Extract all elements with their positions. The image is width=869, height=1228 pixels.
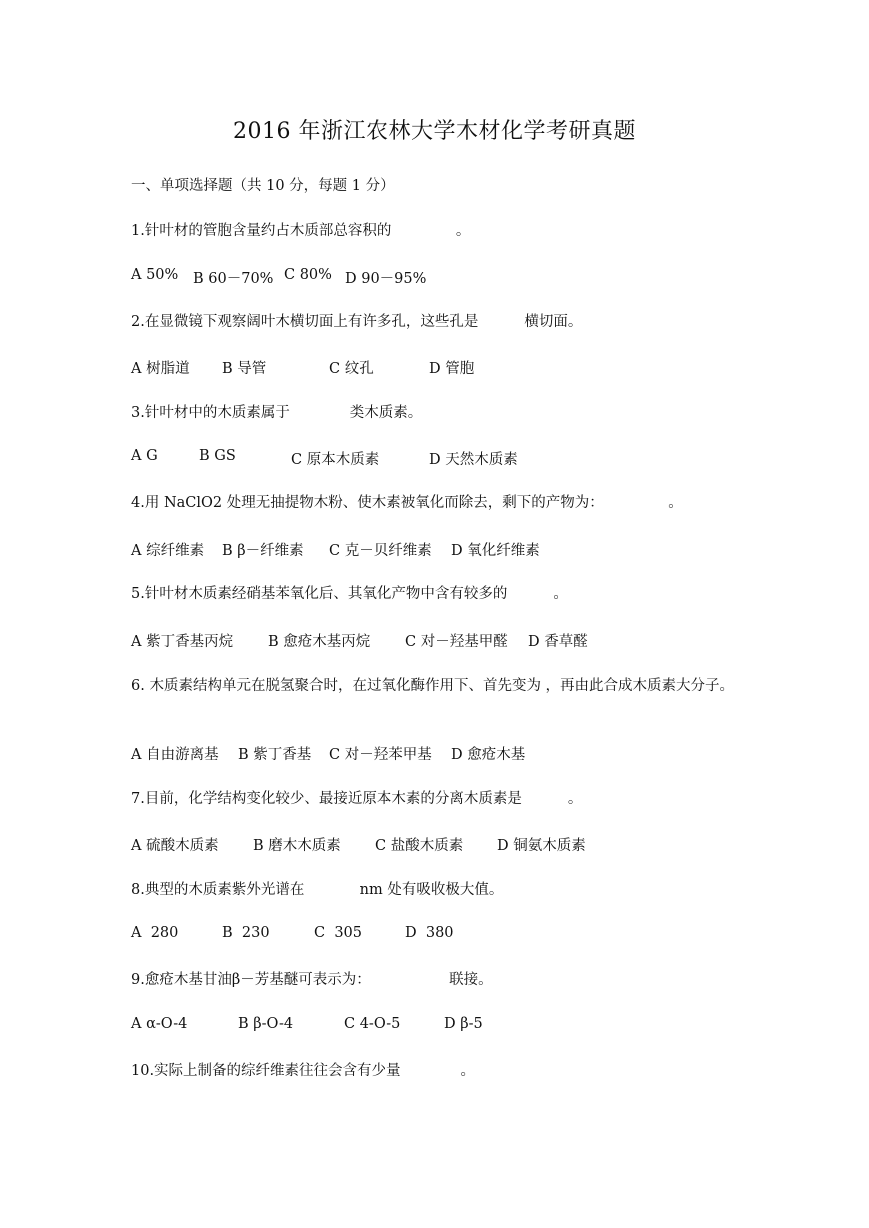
option-a: A α-O-4 bbox=[131, 1016, 188, 1032]
question-7: 7.目前，化学结构变化较少、最接近原本木素的分离木质素是 。 bbox=[131, 791, 583, 807]
option-d: D 愈疮木基 bbox=[451, 747, 526, 763]
option-c: C 盐酸木质素 bbox=[375, 838, 464, 854]
option-a: A 综纤维素 bbox=[131, 543, 205, 559]
option-d: D 铜氨木质素 bbox=[497, 838, 586, 854]
option-d: D 380 bbox=[405, 925, 454, 941]
option-b: B 紫丁香基 bbox=[238, 747, 312, 763]
option-a: A 硫酸木质素 bbox=[131, 838, 219, 854]
option-a: A 紫丁香基丙烷 bbox=[131, 634, 234, 650]
options-7 bbox=[131, 834, 751, 854]
options-9 bbox=[131, 1016, 751, 1036]
options-2 bbox=[131, 357, 751, 377]
question-5: 5.针叶材木质素经硝基苯氧化后、其氧化产物中含有较多的 。 bbox=[131, 586, 568, 602]
option-d: D 天然木质素 bbox=[429, 452, 518, 468]
option-a: A 自由游离基 bbox=[131, 747, 219, 763]
option-c: C 原本木质素 bbox=[291, 452, 380, 468]
option-d: D 90－95% bbox=[345, 271, 427, 287]
question-3: 3.针叶材中的木质素属于 类木质素。 bbox=[131, 405, 423, 421]
section-heading: 一、单项选择题（共 10 分，每题 1 分） bbox=[131, 178, 395, 194]
option-d: D 香草醛 bbox=[528, 634, 588, 650]
option-b: B 60－70% bbox=[193, 271, 274, 287]
options-5 bbox=[131, 630, 751, 650]
option-d: D 管胞 bbox=[429, 361, 475, 377]
options-6 bbox=[131, 743, 751, 763]
option-c: C 80% bbox=[284, 267, 332, 283]
question-10: 10.实际上制备的综纤维素往往会含有少量 。 bbox=[131, 1063, 475, 1079]
question-6: 6. 木质素结构单元在脱氢聚合时，在过氧化酶作用下、首先变为 ，再由此合成木质素大分子。 bbox=[131, 678, 735, 694]
option-b: B 愈疮木基丙烷 bbox=[268, 634, 371, 650]
options-8 bbox=[131, 925, 751, 945]
option-a: A G bbox=[131, 448, 158, 464]
option-c: C 纹孔 bbox=[329, 361, 374, 377]
option-a: A 280 bbox=[131, 925, 179, 941]
option-b: B 导管 bbox=[222, 361, 267, 377]
option-d: D β-5 bbox=[444, 1016, 483, 1032]
option-c: C 对－羟基甲醛 bbox=[405, 634, 508, 650]
option-b: B 230 bbox=[222, 925, 270, 941]
question-8: 8.典型的木质素紫外光谱在 nm 处有吸收极大值。 bbox=[131, 882, 504, 898]
question-9: 9.愈疮木基甘油β－芳基醚可表示为： 联接。 bbox=[131, 972, 493, 988]
options-4 bbox=[131, 539, 751, 559]
question-4: 4.用 NaClO2 处理无抽提物木粉、使木素被氧化而除去，剩下的产物为： 。 bbox=[131, 495, 683, 511]
options-3 bbox=[131, 448, 751, 468]
option-a: A 树脂道 bbox=[131, 361, 190, 377]
option-c: C 对－羟苯甲基 bbox=[329, 747, 432, 763]
option-b: B β－纤维素 bbox=[222, 543, 304, 559]
option-c: C 4-O-5 bbox=[344, 1016, 401, 1032]
options-1 bbox=[131, 267, 751, 287]
option-a: A 50% bbox=[131, 267, 179, 283]
page-title: 2016 年浙江农林大学木材化学考研真题 bbox=[233, 119, 636, 144]
option-b: B β-O-4 bbox=[238, 1016, 294, 1032]
question-1: 1.针叶材的管胞含量约占木质部总容积的 。 bbox=[131, 223, 471, 239]
option-d: D 氧化纤维素 bbox=[451, 543, 540, 559]
question-2: 2.在显微镜下观察阔叶木横切面上有许多孔，这些孔是 横切面。 bbox=[131, 314, 583, 330]
option-b: B GS bbox=[199, 448, 236, 464]
option-c: C 克－贝纤维素 bbox=[329, 543, 432, 559]
option-b: B 磨木木质素 bbox=[253, 838, 341, 854]
option-c: C 305 bbox=[314, 925, 362, 941]
